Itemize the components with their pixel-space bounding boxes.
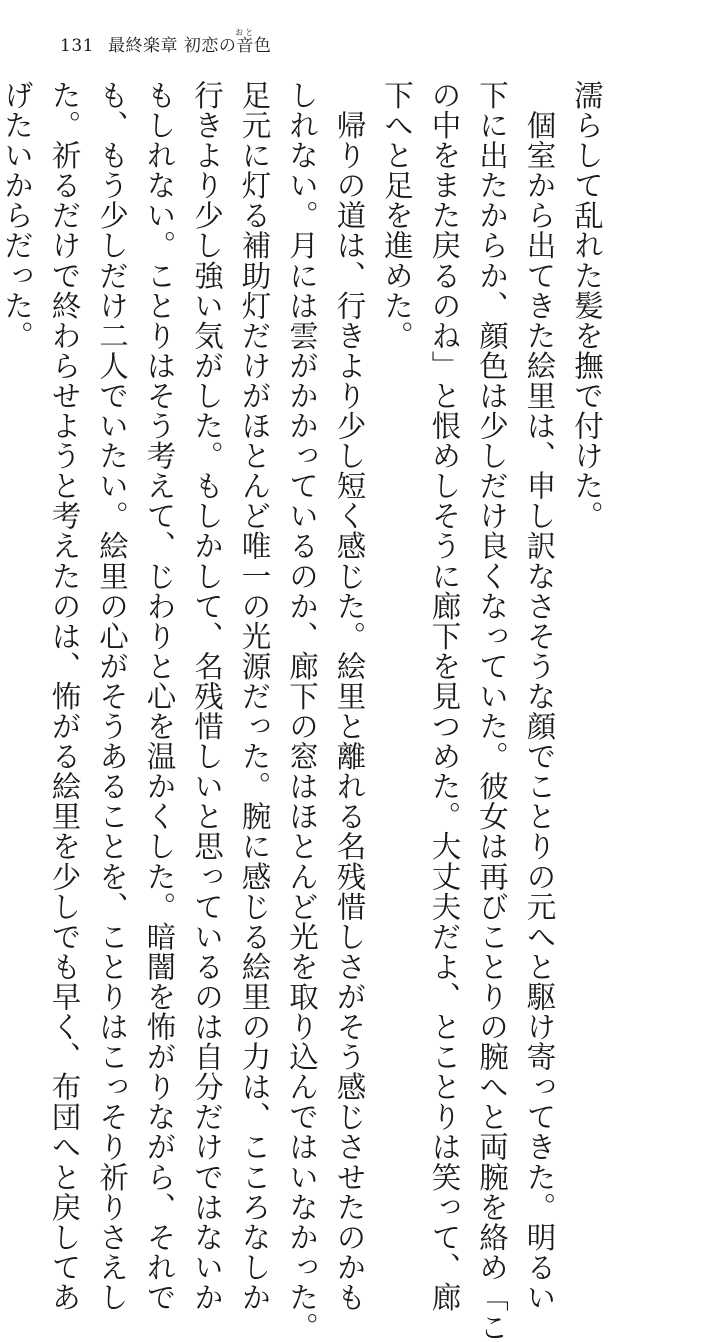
text-column: 下に出たからか、顔色は少しだけ良くなっていた。彼女は再びことりの腕へと両腕を絡め「こ bbox=[475, 80, 509, 1342]
chapter-title-prefix: 最終楽章 初恋の bbox=[107, 36, 237, 56]
running-header bbox=[60, 28, 271, 57]
text-column: げたいからだった。 bbox=[0, 80, 34, 351]
text-column: の中をまた戻るのね」と恨めしそうに廊下を見つめた。大丈夫だよ、とことりは笑って、廊 bbox=[427, 80, 462, 1313]
chapter-title-suffix: 色 bbox=[253, 36, 272, 56]
text-column: 帰りの道は、行きより少し短く感じた。絵里と離れる名残惜しさがそう感じさせたのかも bbox=[332, 80, 367, 1313]
text-column: 足元に灯る補助灯だけがほとんど唯一の光源だった。腕に感じる絵里の力は、こころなしか bbox=[237, 80, 272, 1313]
text-column: 個室から出てきた絵里は、申し訳なさそうな顔でことりの元へと駆け寄ってきた。明るい bbox=[522, 80, 557, 1313]
text-column: 行きより少し強い気がした。もしかして、名残惜しいと思っているのは自分だけではないか bbox=[190, 80, 224, 1313]
text-column: た。祈るだけで終わらせようと考えたのは、怖がる絵里を少しでも早く、布団へと戻してあ bbox=[47, 80, 82, 1313]
page-number: 131 bbox=[60, 36, 94, 56]
text-column: もしれない。ことりはそう考えて、じわりと心を温かくした。暗闇を怖がりながら、それで bbox=[142, 80, 177, 1313]
text-column: も、もう少しだけ二人でいたい。絵里の心がそうあることを、ことりはこっそり祈りさえし bbox=[95, 80, 129, 1313]
body-text bbox=[0, 80, 610, 1342]
text-column: しれない。月には雲がかかっているのか、廊下の窓はほとんど光を取り込んではいなかった。 bbox=[285, 80, 319, 1342]
text-column: 下へと足を進めた。 bbox=[380, 80, 414, 351]
text-column: 濡らして乱れた髪を撫で付けた。 bbox=[570, 80, 604, 531]
ruby-base: 音 bbox=[235, 36, 256, 56]
chapter-title-ruby bbox=[235, 28, 256, 56]
ruby-reading: おと bbox=[235, 28, 256, 37]
